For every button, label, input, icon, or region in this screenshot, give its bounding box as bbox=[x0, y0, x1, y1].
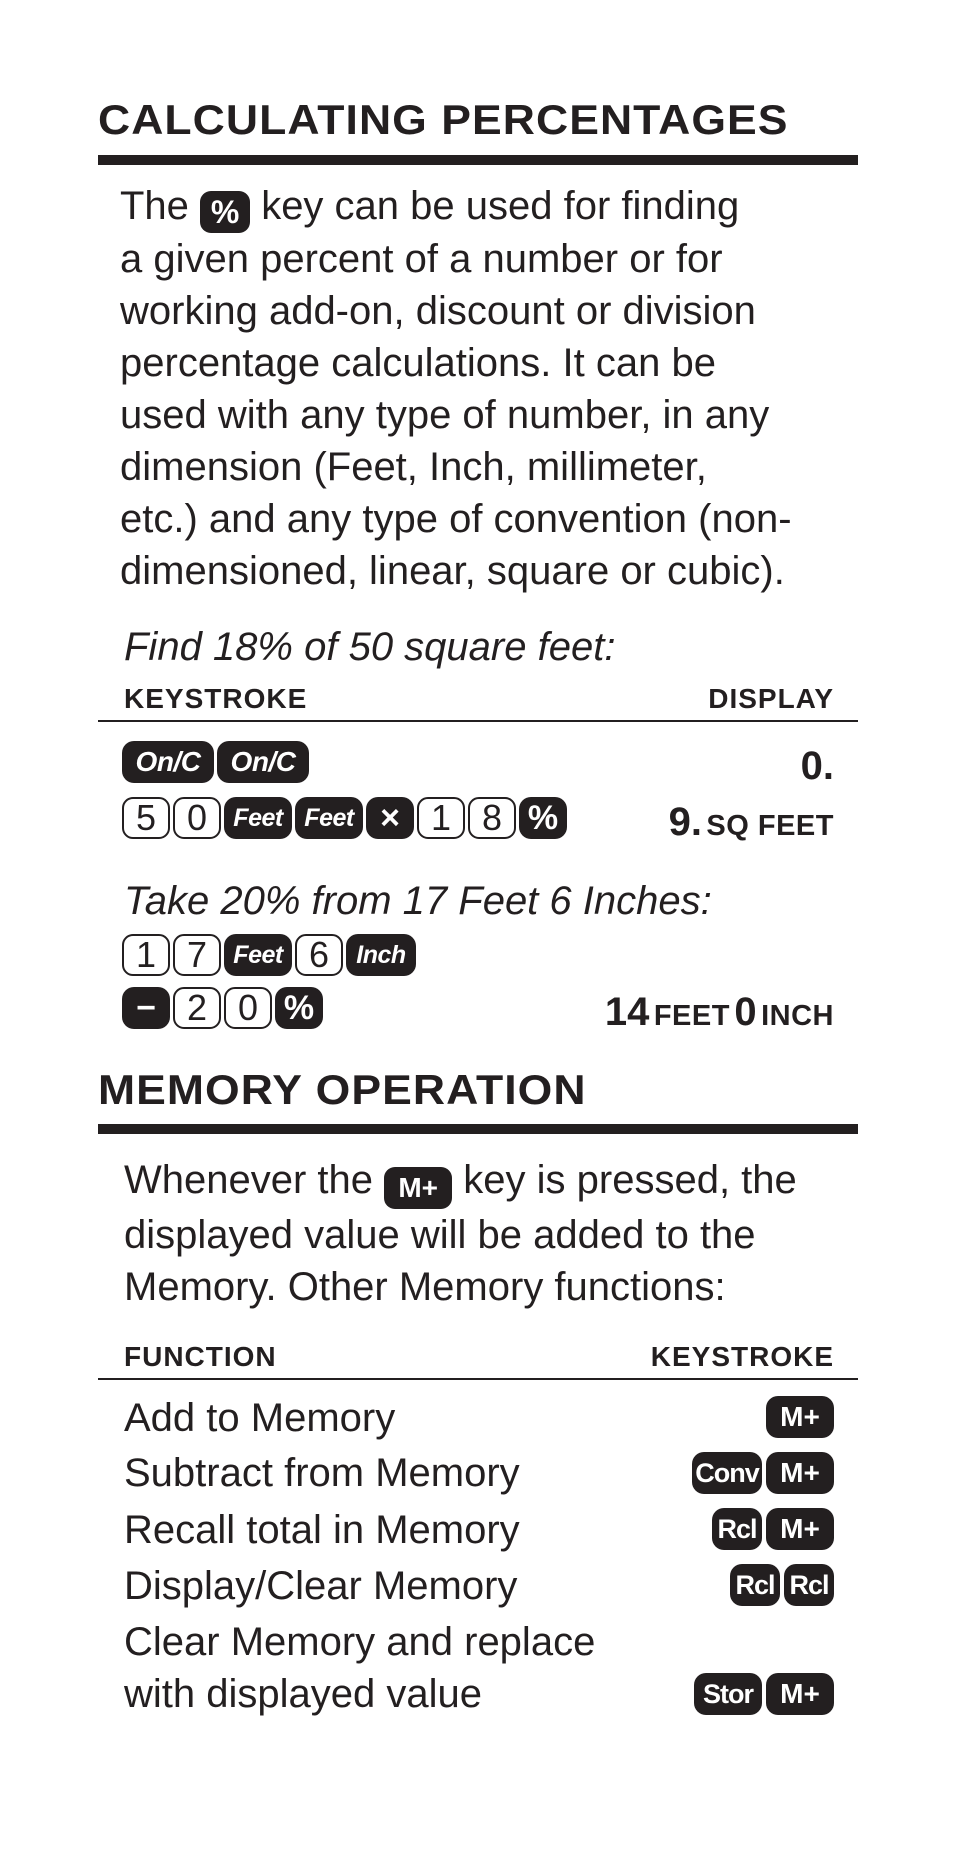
paragraph-line: dimensioned, linear, square or cubic). bbox=[120, 549, 785, 593]
digit-5-key: 5 bbox=[122, 797, 170, 839]
rcl-key: Rcl bbox=[730, 1564, 780, 1606]
rcl-key: Rcl bbox=[784, 1564, 834, 1606]
percent-intro-paragraph bbox=[120, 180, 850, 597]
function-keys bbox=[692, 1452, 834, 1494]
digit-8-key: 8 bbox=[468, 797, 516, 839]
example2-row2-keys bbox=[122, 985, 323, 1031]
example2-row1-keys bbox=[122, 932, 416, 978]
paragraph-line: used with any type of number, in any bbox=[120, 393, 770, 437]
paragraph-line: working add-on, discount or division bbox=[120, 289, 756, 333]
digit-7-key: 7 bbox=[173, 934, 221, 976]
example1-row1-display: 0. bbox=[800, 744, 834, 788]
example1-title: Find 18% of 50 square feet: bbox=[124, 625, 616, 669]
percent-intro-first-line: The % key can be used for finding bbox=[120, 180, 850, 233]
memory-title-rule bbox=[98, 1124, 858, 1134]
multiply-key: × bbox=[366, 797, 414, 839]
col-keystroke-heading: KEYSTROKE bbox=[650, 1341, 834, 1372]
m-plus-key: M+ bbox=[766, 1508, 834, 1550]
function-label: Subtract from Memory bbox=[124, 1451, 520, 1495]
digit-0-key: 0 bbox=[173, 797, 221, 839]
function-label: Add to Memory bbox=[124, 1396, 396, 1440]
feet-key: Feet bbox=[224, 797, 292, 839]
percent-key: % bbox=[519, 797, 567, 839]
conv-key: Conv bbox=[692, 1452, 762, 1494]
stor-key: Stor bbox=[694, 1673, 762, 1715]
function-keys bbox=[730, 1564, 834, 1606]
minus-key: − bbox=[122, 987, 170, 1029]
m-plus-key: M+ bbox=[766, 1396, 834, 1438]
inch-key: Inch bbox=[346, 934, 416, 976]
digit-6-key: 6 bbox=[295, 934, 343, 976]
percent-title-rule bbox=[98, 155, 858, 165]
m-plus-key: M+ bbox=[766, 1673, 834, 1715]
digit-2-key: 2 bbox=[173, 987, 221, 1029]
percent-key: % bbox=[275, 987, 323, 1029]
memory-intro-first-line: Whenever the M+ key is pressed, the bbox=[124, 1154, 854, 1209]
digit-1-key: 1 bbox=[417, 797, 465, 839]
col-keystroke-heading: KEYSTROKE bbox=[124, 683, 308, 714]
digit-0-key: 0 bbox=[224, 987, 272, 1029]
m-plus-key: M+ bbox=[766, 1452, 834, 1494]
paragraph-line: Memory. Other Memory functions: bbox=[124, 1265, 726, 1309]
rcl-key: Rcl bbox=[712, 1508, 762, 1550]
paragraph-line: a given percent of a number or for bbox=[120, 237, 723, 281]
function-label: Display/Clear Memory bbox=[124, 1564, 518, 1608]
function-keys bbox=[766, 1396, 834, 1438]
example1-row2-display: 9. SQ FEET bbox=[668, 800, 834, 844]
memory-section-title: MEMORY OPERATION bbox=[98, 1066, 587, 1113]
percent-section-title: CALCULATING PERCENTAGES bbox=[98, 96, 789, 143]
digit-1-key: 1 bbox=[122, 934, 170, 976]
function-label-continued: with displayed value bbox=[124, 1672, 482, 1716]
col-function-heading: FUNCTION bbox=[124, 1341, 277, 1372]
percent-key-icon: % bbox=[200, 191, 250, 233]
on-c-key: On/C bbox=[217, 741, 309, 783]
paragraph-line: displayed value will be added to the bbox=[124, 1213, 756, 1257]
memory-table-header-rule bbox=[98, 1378, 858, 1380]
on-c-key: On/C bbox=[122, 741, 214, 783]
feet-key: Feet bbox=[295, 797, 363, 839]
paragraph-line: percentage calculations. It can be bbox=[120, 341, 716, 385]
feet-key: Feet bbox=[224, 934, 292, 976]
paragraph-line: dimension (Feet, Inch, millimeter, bbox=[120, 445, 707, 489]
function-label: Recall total in Memory bbox=[124, 1508, 520, 1552]
example1-row1-keys bbox=[122, 739, 309, 785]
example2-title: Take 20% from 17 Feet 6 Inches: bbox=[124, 879, 712, 923]
example2-display: 14 FEET 0 INCH bbox=[604, 990, 834, 1034]
function-label: Clear Memory and replace bbox=[124, 1620, 596, 1664]
memory-intro-paragraph bbox=[124, 1154, 854, 1313]
col-display-heading: DISPLAY bbox=[708, 683, 834, 714]
m-plus-key-icon: M+ bbox=[384, 1167, 452, 1209]
function-keys bbox=[712, 1508, 834, 1550]
paragraph-line: etc.) and any type of convention (non- bbox=[120, 497, 792, 541]
function-keys bbox=[694, 1673, 834, 1715]
table-header-rule bbox=[98, 720, 858, 722]
example1-row2-keys bbox=[122, 795, 567, 841]
